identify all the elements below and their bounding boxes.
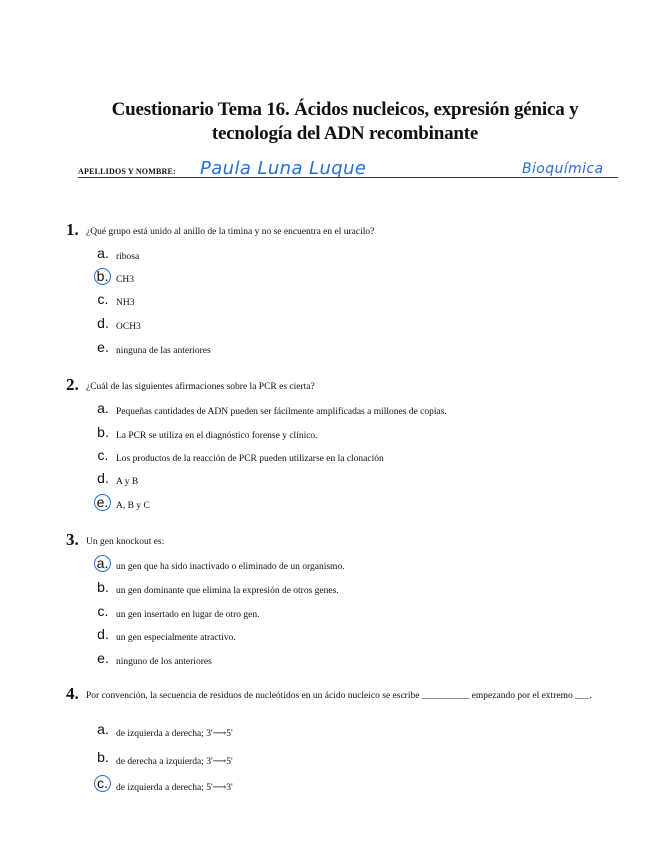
question-text: ¿Cuál de las siguientes afirmaciones sobre la PCR es cierta? bbox=[86, 382, 315, 392]
option-letter: c. bbox=[97, 603, 109, 619]
question-number: 4. bbox=[66, 684, 79, 703]
option-d[interactable] bbox=[96, 470, 626, 493]
option-b[interactable] bbox=[96, 268, 626, 291]
question-text: Por convención, la secuencia de residuos de nucleótidos en un ácido nucleico se escribe __________ empezando por el extremo ___. bbox=[86, 691, 592, 701]
option-text: La PCR se utiliza en el diagnóstico forense y clínico. bbox=[116, 431, 318, 441]
option-letter: c. bbox=[97, 447, 109, 463]
option-letter: c. bbox=[97, 291, 109, 307]
option-letter-selected: b. bbox=[94, 268, 111, 285]
option-letter-selected: c. bbox=[94, 775, 111, 792]
option-text: ninguna de las anteriores bbox=[116, 346, 211, 356]
handwritten-subject[interactable]: Bioquímica bbox=[522, 161, 604, 177]
option-letter-selected: a. bbox=[94, 555, 111, 572]
question-text: ¿Qué grupo está unido al anillo de la timina y no se encuentra en el uracilo? bbox=[86, 227, 375, 237]
option-letter: b. bbox=[97, 424, 109, 440]
option-c[interactable] bbox=[96, 447, 626, 470]
question-number: 1. bbox=[66, 220, 79, 239]
option-text: OCH3 bbox=[116, 322, 141, 332]
option-text: un gen insertado en lugar de otro gen. bbox=[116, 610, 260, 620]
option-letter: a. bbox=[97, 721, 109, 737]
option-c[interactable] bbox=[96, 775, 626, 798]
option-text: un gen dominante que elimina la expresión de otros genes. bbox=[116, 586, 339, 596]
name-label: APELLIDOS Y NOMBRE: bbox=[78, 167, 176, 176]
option-text: de izquierda a derecha; 3'⟶5' bbox=[116, 729, 233, 739]
option-letter: b. bbox=[97, 579, 109, 595]
option-a[interactable] bbox=[96, 555, 626, 578]
option-text: un gen que ha sido inactivado o eliminado de un organismo. bbox=[116, 562, 345, 572]
option-text: CH3 bbox=[116, 275, 134, 285]
option-text: A y B bbox=[116, 477, 139, 487]
option-text: A, B y C bbox=[116, 501, 150, 511]
option-text: Los productos de la reacción de PCR pueden utilizarse en la clonación bbox=[116, 454, 384, 464]
question-number: 3. bbox=[66, 530, 79, 549]
option-b[interactable] bbox=[96, 749, 626, 772]
name-field-row bbox=[78, 158, 618, 180]
option-c[interactable] bbox=[96, 603, 626, 626]
handwritten-name[interactable]: Paula Luna Luque bbox=[200, 158, 367, 179]
option-e[interactable] bbox=[96, 650, 626, 673]
option-letter: e. bbox=[97, 650, 109, 666]
option-text: NH3 bbox=[116, 298, 135, 308]
option-a[interactable] bbox=[96, 721, 626, 744]
option-letter: a. bbox=[97, 245, 109, 261]
option-c[interactable] bbox=[96, 291, 626, 314]
option-a[interactable] bbox=[96, 400, 626, 423]
option-letter: b. bbox=[97, 749, 109, 765]
option-text: ninguno de los anteriores bbox=[116, 657, 212, 667]
option-b[interactable] bbox=[96, 579, 626, 602]
option-a[interactable] bbox=[96, 245, 626, 268]
option-letter: d. bbox=[97, 315, 109, 331]
option-e[interactable] bbox=[96, 339, 626, 362]
page-title bbox=[60, 98, 630, 146]
option-letter-selected: e. bbox=[94, 494, 111, 511]
option-letter: d. bbox=[97, 626, 109, 642]
title-line-1: Cuestionario Tema 16. Ácidos nucleicos, expresión génica y bbox=[111, 99, 579, 120]
option-text: ribosa bbox=[116, 252, 140, 262]
option-letter: d. bbox=[97, 470, 109, 486]
title-line-2: tecnología del ADN recombinante bbox=[211, 123, 479, 144]
name-underline bbox=[78, 177, 618, 178]
option-text: de izquierda a derecha; 5'⟶3' bbox=[116, 783, 233, 793]
option-text: de derecha a izquierda; 3'⟶5' bbox=[116, 757, 233, 767]
option-letter: e. bbox=[97, 339, 109, 355]
option-text: Pequeñas cantidades de ADN pueden ser fácilmente amplificadas a millones de copias. bbox=[116, 407, 447, 417]
option-e[interactable] bbox=[96, 494, 626, 517]
option-b[interactable] bbox=[96, 424, 626, 447]
option-d[interactable] bbox=[96, 315, 626, 338]
option-text: un gen especialmente atractivo. bbox=[116, 633, 236, 643]
question-number: 2. bbox=[66, 375, 79, 394]
question-text: Un gen knockout es: bbox=[86, 537, 165, 547]
option-d[interactable] bbox=[96, 626, 626, 649]
option-letter: a. bbox=[97, 400, 109, 416]
